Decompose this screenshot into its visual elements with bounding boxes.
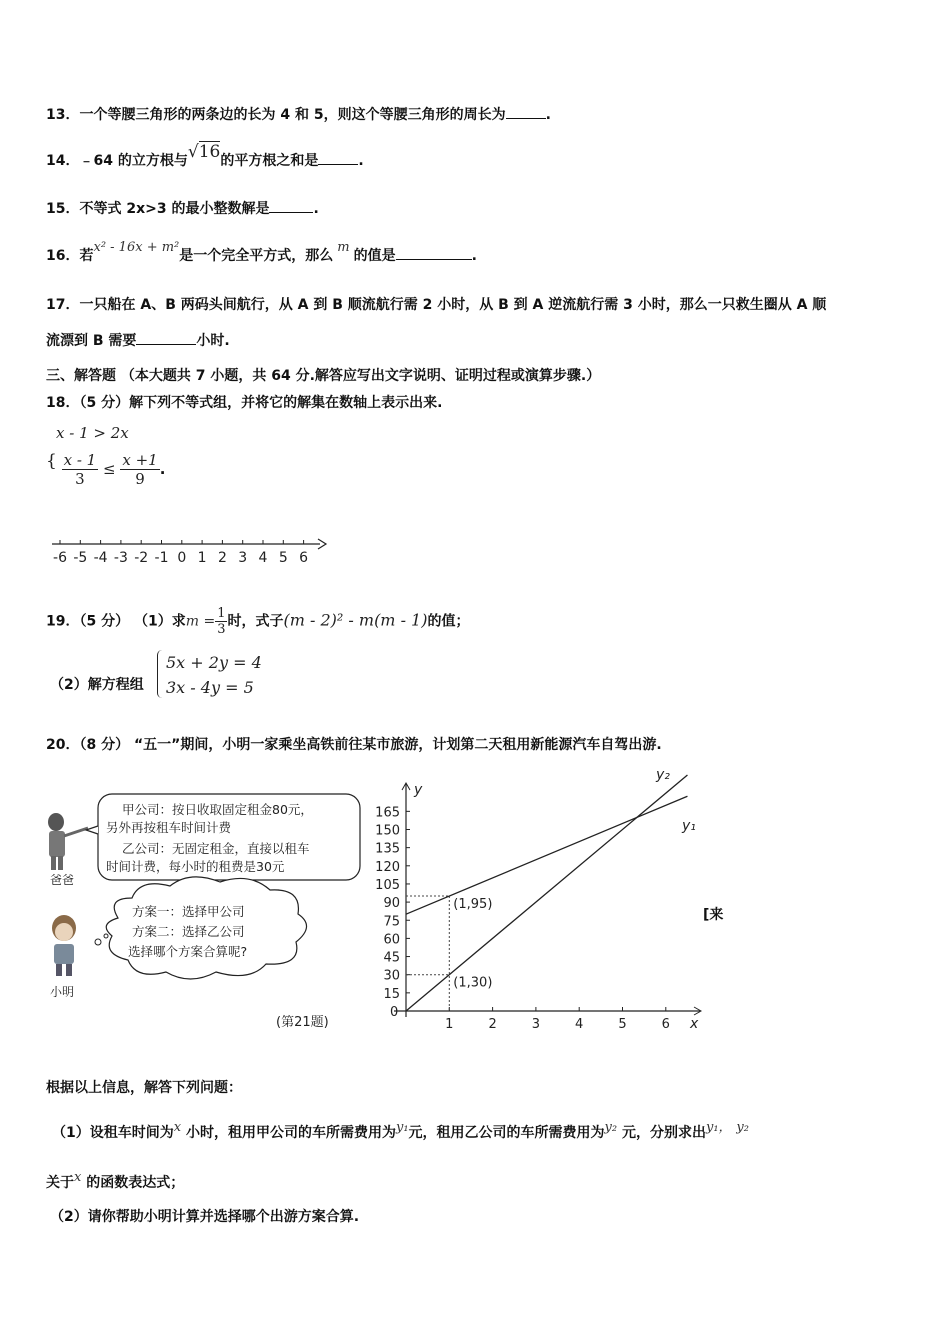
dad-bubble-line-2: 另外再按租车时间计费	[106, 820, 232, 835]
kid-bubble-line-2: 方案二：选择乙公司	[132, 924, 245, 939]
kid-bubble-line-3: 选择哪个方案合算呢?	[128, 944, 248, 959]
point-annotation: (1,30)	[453, 975, 493, 991]
q15-text: 不等式 2x>3 的最小整数解是	[79, 201, 270, 217]
sqrt-16: √16	[187, 142, 221, 162]
q19-system	[166, 650, 262, 700]
kid-label: 小明	[50, 985, 75, 999]
number-line-label: -3	[113, 550, 128, 566]
number-line-label: 1	[197, 550, 207, 566]
y-tick-label: 45	[383, 950, 400, 966]
question-20	[46, 734, 662, 754]
q16-variable: m	[337, 240, 350, 255]
series-line-1	[406, 796, 687, 914]
number-line-label: 4	[258, 550, 268, 566]
number-line-label: -1	[154, 550, 169, 566]
x-tick-label: 3	[531, 1017, 541, 1032]
dad-figure-icon	[48, 813, 88, 870]
rental-illustration	[40, 786, 370, 1036]
number-line-label: 6	[299, 550, 309, 566]
number-line	[48, 534, 338, 568]
number-line-label: -4	[93, 550, 108, 566]
q20-intro: 根据以上信息，解答下列问题：	[46, 1080, 242, 1096]
section-3-header	[46, 365, 600, 385]
q20-part2: （2）请你帮助小明计算并选择哪个出游方案合算.	[50, 1209, 360, 1225]
q19-expression: (m - 2)² - m(m - 1)	[283, 610, 428, 630]
number-line-label: 5	[278, 550, 288, 566]
y-tick-label: 135	[375, 841, 400, 857]
x-tick-label: 6	[661, 1017, 670, 1032]
number-line-label: 2	[217, 550, 227, 566]
q17-number: 17．	[46, 297, 80, 313]
y-tick-label: 75	[383, 914, 400, 930]
q20-p1-a: （1）设租车时间为	[52, 1125, 174, 1141]
y-tick-label: 30	[383, 968, 400, 984]
q18-left-numerator: x - 1	[63, 451, 97, 469]
y-tick-label: 60	[383, 932, 400, 948]
q13-text: 一个等腰三角形的两条边的长为 4 和 5，则这个等腰三角形的周长为	[79, 107, 506, 123]
cost-chart	[360, 760, 710, 1036]
question-17-line2	[46, 330, 230, 350]
y-tick-label: 150	[375, 823, 400, 839]
q20-p1-y2: y₂	[604, 1120, 618, 1135]
q19-fraction	[215, 606, 227, 637]
section-3-description: （本大题共 7 小题，共 64 分.解答应写出文字说明、证明过程或演算步骤.）	[120, 368, 601, 384]
q20-number: 20．	[46, 737, 80, 753]
q16-number: 16．	[46, 248, 80, 264]
x-tick-label: 4	[575, 1017, 584, 1032]
q18-left-denominator: 3	[75, 470, 85, 488]
q18-period: .	[159, 460, 166, 478]
series-label-y1: y₁	[682, 818, 696, 835]
dad-bubble-line-1: 甲公司：按日收取固定租金80元，	[122, 802, 313, 817]
q17-text-line1: 一只船在 A、B 两码头间航行，从 A 到 B 顺流航行需 2 小时，从 B 到 A 逆流航行需 3 小时，那么一只救生圈从 A 顺	[79, 297, 827, 313]
q18-left-fraction	[62, 451, 99, 488]
q19-system-brace	[157, 650, 162, 698]
q18-leq-sign: ≤	[103, 460, 116, 478]
q20-p1-c: 元，租用乙公司的车所需费用为	[408, 1125, 605, 1141]
q13-number: 13．	[46, 107, 80, 123]
q16-pre: 若	[79, 248, 94, 264]
q15-blank[interactable]	[269, 211, 313, 213]
q17-text-line2: 流漂到 B 需要	[46, 333, 137, 349]
q19-number: 19．	[46, 613, 80, 630]
number-line-label: -6	[53, 550, 67, 566]
x-axis-label: x	[690, 1016, 699, 1032]
q18-score: （5 分）	[79, 395, 130, 411]
q14-post: 的平方根之和是	[220, 153, 319, 169]
q14-number: 14．	[46, 153, 80, 169]
q20-p1-y2b: y₂	[736, 1120, 749, 1135]
q20-p1-y1: y₁	[395, 1120, 409, 1135]
q19-p2-label: （2）解方程组	[50, 677, 144, 693]
section-3-title: 三、解答题	[46, 368, 116, 384]
kid-figure-icon	[52, 915, 76, 976]
q20-part1-line1	[52, 1122, 749, 1142]
y-tick-label: 165	[375, 805, 400, 821]
number-line-label: 3	[238, 550, 248, 566]
y-tick-label: 90	[383, 896, 400, 912]
y-tick-label: 120	[375, 859, 400, 875]
q20-p1-line2x: x	[74, 1170, 82, 1185]
y-axis-label: y	[414, 782, 423, 798]
q18-number: 18．	[46, 395, 80, 411]
q20-p1-y1b: y₁，	[705, 1120, 732, 1135]
q17-end: 小时.	[196, 333, 230, 349]
number-line-label: -5	[73, 550, 88, 566]
q19-p1-label: （1）求	[133, 613, 186, 630]
q19-m-equals: m =	[185, 613, 216, 630]
q15-end: .	[313, 201, 319, 217]
q13-blank[interactable]	[506, 117, 546, 119]
q19-p1-end: 的值；	[427, 613, 470, 630]
q18-right-numerator: x +1	[122, 451, 158, 469]
dad-bubble-line-4: 时间计费，每小时的租费是30元	[106, 859, 285, 874]
number-line-label: 0	[177, 550, 187, 566]
figure-caption: (第21题)	[276, 1015, 329, 1030]
q19-equation-1: 5x + 2y = 4	[166, 653, 262, 672]
q16-mid: 是一个完全平方式，那么	[179, 248, 334, 264]
q20-score: （8 分）	[79, 737, 130, 753]
q19-equation-2: 3x - 4y = 5	[166, 678, 254, 697]
question-19-part2-label	[50, 674, 144, 694]
q18-inequality-1: x - 1 > 2x	[56, 424, 129, 442]
question-16	[46, 240, 477, 265]
q14-pre: ﹣64 的立方根与	[79, 153, 188, 169]
q20-text: “五一”期间，小明一家乘坐高铁前往某市旅游，计划第二天租用新能源汽车自驾出游.	[133, 737, 662, 753]
origin-label: 0	[390, 1005, 399, 1020]
q15-number: 15．	[46, 201, 80, 217]
q20-p1-d: 元，分别求出	[621, 1125, 706, 1141]
q16-blank[interactable]	[396, 258, 472, 260]
q18-brace: {	[46, 451, 57, 471]
x-tick-label: 2	[488, 1017, 497, 1032]
question-14	[46, 142, 364, 170]
q18-right-fraction	[120, 451, 159, 488]
x-tick-label: 5	[618, 1017, 627, 1032]
dad-label: 爸爸	[50, 873, 75, 887]
q20-p1-line2b: 的函数表达式；	[86, 1175, 185, 1191]
q16-post: 的值是	[353, 248, 396, 264]
question-18	[46, 392, 442, 412]
q19-frac-den: 3	[217, 622, 226, 637]
q20-p1-x: x	[173, 1120, 182, 1135]
q19-p1-mid: 时，式子	[227, 613, 284, 630]
question-15	[46, 198, 319, 218]
q14-blank[interactable]	[318, 163, 358, 165]
point-annotation: (1,95)	[453, 897, 493, 913]
series-line-2	[406, 775, 687, 1011]
y-tick-label: 105	[375, 877, 400, 893]
kid-bubble-line-1: 方案一：选择甲公司	[132, 904, 245, 919]
q20-p1-b: 小时，租用甲公司的车所需费用为	[185, 1125, 396, 1141]
q20-part1-line2	[46, 1172, 184, 1192]
q19-frac-num: 1	[217, 606, 226, 621]
q17-blank[interactable]	[136, 343, 196, 345]
question-19-part1	[46, 606, 469, 637]
q20-p1-line2a: 关于	[46, 1175, 74, 1191]
q19-score: （5 分）	[79, 613, 130, 630]
y-tick-label: 15	[383, 986, 400, 1002]
q16-expression: x² - 16x + m²	[93, 240, 180, 255]
number-line-label: -2	[134, 550, 149, 566]
q18-inequality-2	[46, 451, 165, 488]
q18-text: 解下列不等式组，并将它的解集在数轴上表示出来.	[129, 395, 443, 411]
q13-end: .	[545, 107, 551, 123]
dad-bubble-line-3: 乙公司：无固定租金，直接以租车	[122, 841, 310, 856]
x-tick-label: 1	[445, 1017, 454, 1032]
sqrt-arg: 16	[198, 142, 221, 162]
q16-end: .	[471, 248, 477, 264]
question-17-line1	[46, 294, 826, 314]
series-label-y2: y₂	[656, 767, 670, 784]
question-13	[46, 104, 551, 124]
q14-end: .	[358, 153, 364, 169]
q18-right-denominator: 9	[135, 470, 145, 488]
stray-text: [来	[703, 907, 724, 923]
